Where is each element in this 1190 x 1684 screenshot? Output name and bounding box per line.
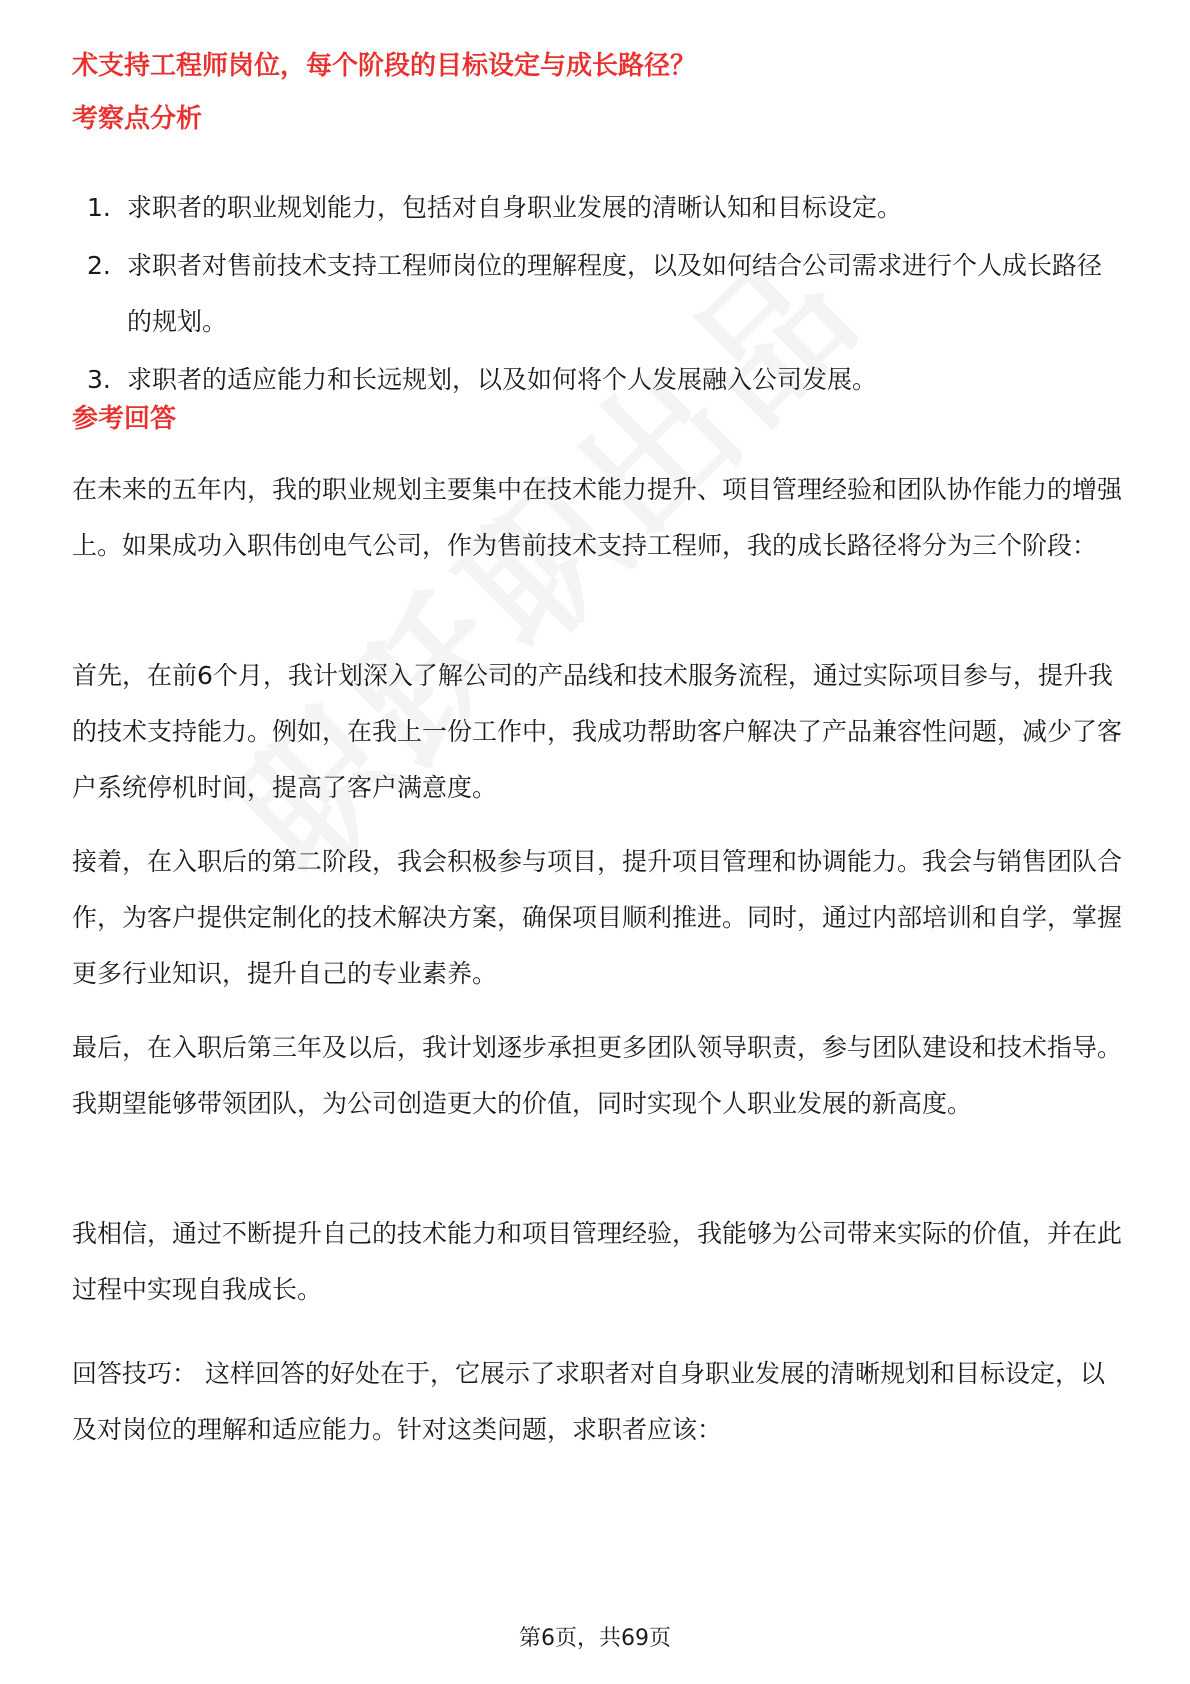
list-number: 2. <box>87 251 111 280</box>
answer-paragraph: 在未来的五年内，我的职业规划主要集中在技术能力提升、项目管理经验和团队协作能力的增强上。如果成功入职伟创电气公司，作为售前技术支持工程师，我的成长路径将分为三个阶段： <box>72 475 1123 560</box>
list-item <box>72 180 1122 236</box>
tip-paragraph: 回答技巧： 这样回答的好处在于，它展示了求职者对自身职业发展的清晰规划和目标设定，以及对岗位的理解和适应能力。针对这类问题，求职者应该： <box>72 1359 1105 1444</box>
list-number: 1. <box>87 193 111 222</box>
list-item <box>72 238 1122 350</box>
page-number: 第6页，共69页 <box>519 1626 671 1651</box>
list-text: 求职者的职业规划能力，包括对自身职业发展的清晰认知和目标设定。 <box>127 193 903 222</box>
answer-paragraph: 首先，在前6个月，我计划深入了解公司的产品线和技术服务流程，通过实际项目参与，提升我的技术支持能力。例如，在我上一份工作中，我成功帮助客户解决了产品兼容性问题，减少了客户系统停机时间，提高了客户满意度。 <box>72 661 1123 802</box>
list-text: 求职者对售前技术支持工程师岗位的理解程度，以及如何结合公司需求进行个人成长路径的规划。 <box>127 251 1103 336</box>
list-text: 求职者的适应能力和长远规划，以及如何将个人发展融入公司发展。 <box>127 365 878 394</box>
question-title: 术支持工程师岗位，每个阶段的目标设定与成长路径？ <box>72 51 697 81</box>
analysis-list <box>72 180 1122 408</box>
list-item <box>72 352 1122 408</box>
answer-heading: 参考回答 <box>72 404 177 434</box>
list-number: 3. <box>87 365 111 394</box>
analysis-heading: 考察点分析 <box>72 104 203 134</box>
answer-paragraph: 最后，在入职后第三年及以后，我计划逐步承担更多团队领导职责，参与团队建设和技术指导。我期望能够带领团队，为公司创造更大的价值，同时实现个人职业发展的新高度。 <box>72 1033 1123 1118</box>
answer-paragraph: 我相信，通过不断提升自己的技术能力和项目管理经验，我能够为公司带来实际的价值，并在此过程中实现自我成长。 <box>72 1219 1123 1304</box>
answer-paragraph: 接着，在入职后的第二阶段，我会积极参与项目，提升项目管理和协调能力。我会与销售团队合作，为客户提供定制化的技术解决方案，确保项目顺利推进。同时，通过内部培训和自学，掌握更多行业知识，提升自己的专业素养。 <box>72 847 1123 988</box>
